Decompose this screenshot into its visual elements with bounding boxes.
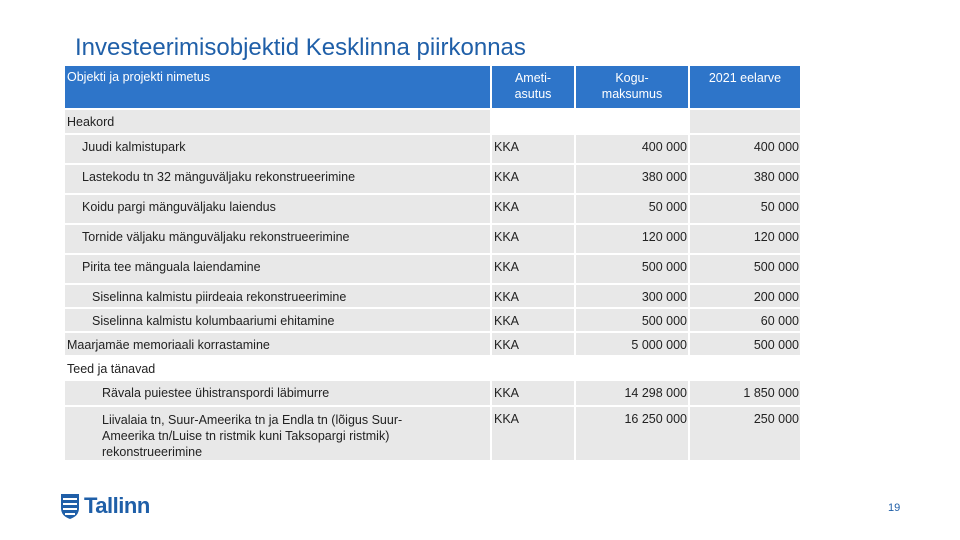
row-budget: 400 000 <box>688 133 800 163</box>
row-org: KKA <box>490 133 574 163</box>
row-name: Tornide väljaku mänguväljaku rekonstrueerimine <box>65 223 490 253</box>
row-name: Juudi kalmistupark <box>65 133 490 163</box>
row-name: Rävala puiestee ühistranspordi läbimurre <box>65 379 490 405</box>
tallinn-crest-icon <box>60 492 80 520</box>
row-total: 120 000 <box>574 223 688 253</box>
row-name: Pirita tee mänguala laiendamine <box>65 253 490 283</box>
row-budget: 1 850 000 <box>688 379 800 405</box>
row-org: KKA <box>490 253 574 283</box>
row-total: 300 000 <box>574 283 688 307</box>
investment-table <box>65 66 800 460</box>
table-row <box>65 379 800 405</box>
page-number: 19 <box>888 502 901 514</box>
row-org: KKA <box>490 405 574 460</box>
section-row <box>65 108 800 133</box>
row-budget: 50 000 <box>688 193 800 223</box>
row-budget: 380 000 <box>688 163 800 193</box>
section-row <box>65 355 800 379</box>
section-title: Teed ja tänavad <box>65 355 490 379</box>
row-org: KKA <box>490 379 574 405</box>
table-header-row <box>65 66 800 108</box>
row-org: KKA <box>490 193 574 223</box>
row-name: Siselinna kalmistu piirdeaia rekonstrueerimine <box>65 283 490 307</box>
row-budget: 60 000 <box>688 307 800 331</box>
table-row <box>65 193 800 223</box>
row-name: Siselinna kalmistu kolumbaariumi ehitamine <box>65 307 490 331</box>
row-name: Lastekodu tn 32 mänguväljaku rekonstrueerimine <box>65 163 490 193</box>
row-total: 500 000 <box>574 253 688 283</box>
row-budget: 500 000 <box>688 253 800 283</box>
row-budget: 120 000 <box>688 223 800 253</box>
table-row <box>65 133 800 163</box>
header-total-line1: Kogu- <box>615 71 649 85</box>
table-row <box>65 331 800 355</box>
table-row <box>65 163 800 193</box>
section-title: Heakord <box>65 108 490 133</box>
slide-title: Investeerimisobjektid Kesklinna piirkonnas <box>75 34 526 61</box>
row-name: Maarjamäe memoriaali korrastamine <box>65 331 490 355</box>
row-total: 400 000 <box>574 133 688 163</box>
table-row <box>65 307 800 331</box>
table-row <box>65 253 800 283</box>
header-org-line2: asutus <box>514 87 552 101</box>
row-name: Koidu pargi mänguväljaku laiendus <box>65 193 490 223</box>
header-budget: 2021 eelarve <box>688 66 800 108</box>
header-name: Objekti ja projekti nimetus <box>65 66 490 108</box>
table-row <box>65 223 800 253</box>
logo-text: Tallinn <box>84 493 150 518</box>
row-org: KKA <box>490 331 574 355</box>
row-org: KKA <box>490 283 574 307</box>
tallinn-logo <box>60 492 150 520</box>
row-total: 380 000 <box>574 163 688 193</box>
header-org-line1: Ameti- <box>514 71 552 85</box>
header-org <box>490 66 574 108</box>
row-total: 16 250 000 <box>574 405 688 460</box>
row-total: 50 000 <box>574 193 688 223</box>
row-org: KKA <box>490 223 574 253</box>
row-name: Liivalaia tn, Suur-Ameerika tn ja Endla tn (lõigus Suur-Ameerika tn/Luise tn ristmik kuni Taksopargi ristmik) rekonstrueerimine <box>65 405 490 460</box>
table-row <box>65 283 800 307</box>
row-budget: 500 000 <box>688 331 800 355</box>
row-total: 14 298 000 <box>574 379 688 405</box>
table-row <box>65 405 800 460</box>
row-org: KKA <box>490 163 574 193</box>
row-org: KKA <box>490 307 574 331</box>
row-budget: 200 000 <box>688 283 800 307</box>
header-total <box>574 66 688 108</box>
header-total-line2: maksumus <box>601 87 663 101</box>
row-total: 500 000 <box>574 307 688 331</box>
row-budget: 250 000 <box>688 405 800 460</box>
row-total: 5 000 000 <box>574 331 688 355</box>
